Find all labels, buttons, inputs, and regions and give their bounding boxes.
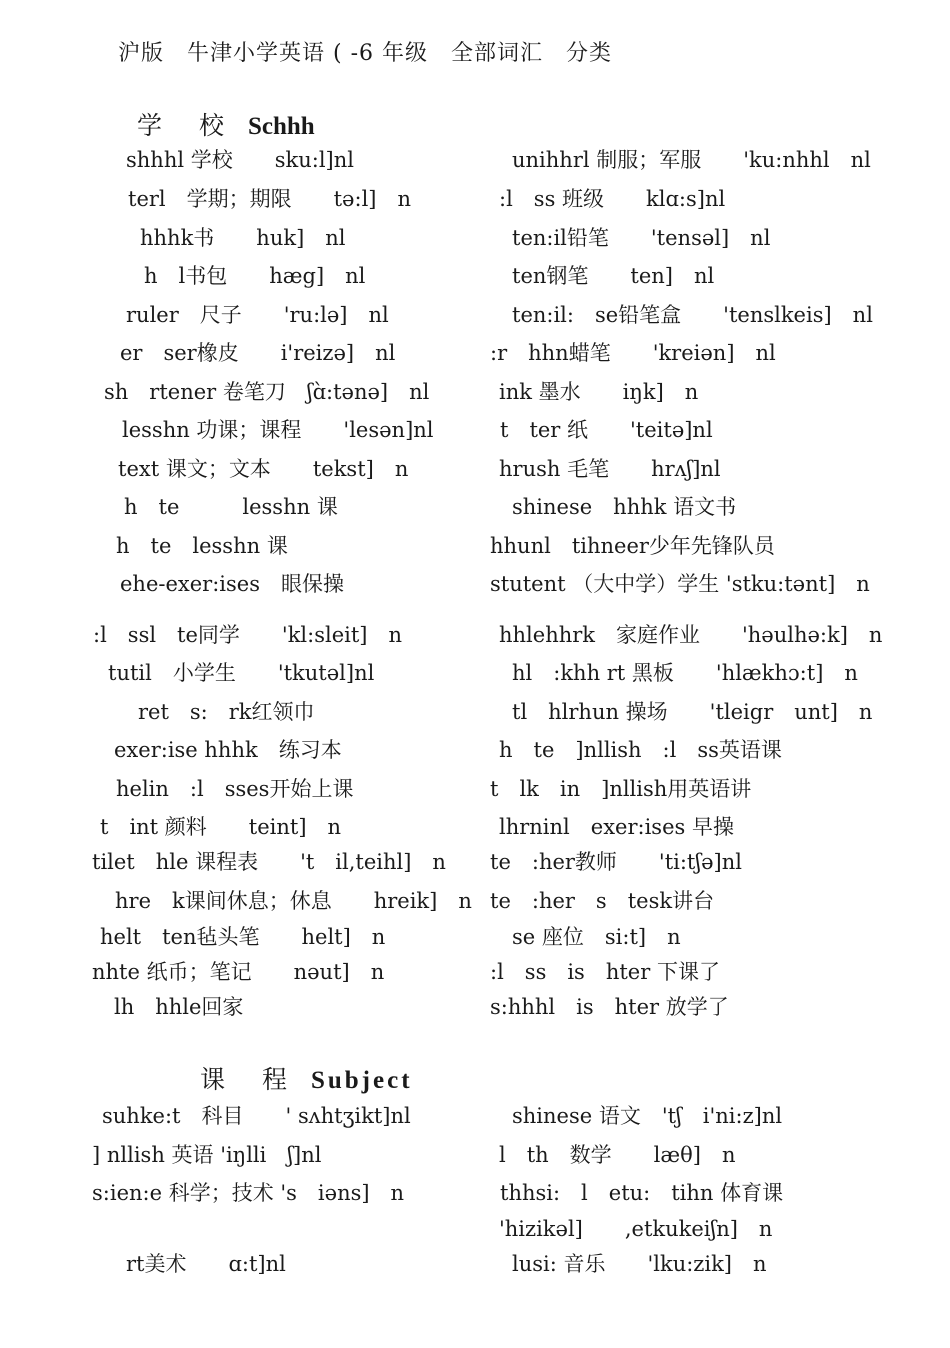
vocab-entry: ret s: rk红领巾: [138, 700, 315, 724]
vocab-entry: stutent （大中学）学生 'stku:tənt] n: [490, 572, 870, 596]
vocab-entry: t ter 纸 'teitə]nl: [500, 418, 713, 442]
vocab-entry: exer:ise hhhk 练习本: [114, 738, 342, 762]
vocab-entry: ten:il铅笔 'tensəl] nl: [512, 226, 771, 250]
vocab-entry: tutil 小学生 'tkutəl]nl: [108, 661, 375, 685]
vocab-entry: s:ien:e 科学；技术 's iəns] n: [92, 1181, 405, 1205]
vocab-entry: text 课文；文本 tekst] n: [118, 457, 409, 481]
vocab-entry: ink 墨水 iŋk] n: [499, 380, 699, 404]
section-heading-en: Subject: [310, 1067, 413, 1094]
section-heading-en: Schhh: [247, 113, 315, 140]
vocab-entry: h te ]nllish :l ss英语课: [499, 738, 782, 762]
vocab-entry: nhte 纸币；笔记 nəut] n: [92, 960, 385, 984]
vocab-entry: ten:il: se铅笔盒 'tenslkeis] nl: [512, 303, 873, 327]
vocab-entry: rt美术 ɑ:t]nl: [126, 1252, 286, 1276]
vocab-entry: shhhl 学校 sku:l]nl: [126, 148, 354, 172]
vocab-entry: shinese hhhk 语文书: [512, 495, 737, 519]
vocab-entry: ] nllish 英语 'iŋlli ʃ]nl: [92, 1143, 322, 1167]
vocab-entry: suhke:t 科目 ' sʌhtʒikt]nl: [102, 1104, 411, 1128]
vocab-entry: tilet hle 课程表 't il,teihl] n: [92, 850, 446, 874]
vocab-entry: t lk in ]nllish用英语讲: [490, 777, 752, 801]
vocab-entry: shinese 语文 'tʃ i'ni:z]nl: [512, 1104, 783, 1128]
vocab-entry: :l ss 班级 klɑ:s]nl: [499, 187, 726, 211]
vocab-entry: hhunl tihneer少年先锋队员: [490, 534, 775, 558]
vocab-entry: terl 学期；期限 tə:l] n: [128, 187, 411, 211]
vocab-entry: :l ssl te同学 'kl:sleit] n: [93, 623, 403, 647]
vocab-entry: h l书包 hæg] nl: [144, 264, 366, 288]
vocab-entry: lhrninl exer:ises 早操: [499, 815, 734, 839]
section-heading-school: [137, 106, 315, 142]
vocab-entry: 'hizikəl] ,etkukeiʃn] n: [499, 1217, 773, 1241]
vocab-entry: tl hlrhun 操场 'tleigr unt] n: [512, 700, 873, 724]
vocab-entry: h te lesshn 课: [116, 534, 288, 558]
vocab-entry: ehe-exer:ises 眼保操: [120, 572, 344, 596]
vocab-entry: l th 数学 læθ] n: [499, 1143, 736, 1167]
vocab-entry: h te lesshn 课: [124, 495, 338, 519]
vocab-entry: helt ten毡头笔 helt] n: [100, 925, 386, 949]
vocab-entry: hl :khh rt 黑板 'hlækhɔ:t] n: [512, 661, 858, 685]
vocab-entry: lusi: 音乐 'lku:zik] n: [512, 1252, 767, 1276]
document-title: 沪版 牛津小学英语 ( -6 年级 全部词汇 分类: [118, 41, 612, 66]
vocab-entry: hhhk书 huk] nl: [140, 226, 346, 250]
vocab-entry: :r hhn蜡笔 'kreiən] nl: [490, 341, 776, 365]
vocab-entry: lesshn 功课；课程 'lesən]nl: [122, 418, 434, 442]
vocab-entry: hhlehhrk 家庭作业 'həulhə:k] n: [499, 623, 883, 647]
vocab-entry: thhsi: l etu: tihn 体育课: [500, 1181, 784, 1205]
vocab-entry: hrush 毛笔 hrʌʃ]nl: [499, 457, 721, 481]
vocab-entry: ten钢笔 ten] nl: [512, 264, 715, 288]
vocab-entry: er ser橡皮 i'reizə] nl: [120, 341, 396, 365]
vocab-entry: t int 颜料 teint] n: [100, 815, 342, 839]
vocab-entry: unihhrl 制服；军服 'ku:nhhl nl: [512, 148, 871, 172]
vocab-entry: ruler 尺子 'ru:lə] nl: [126, 303, 389, 327]
vocab-entry: helin :l sses开始上课: [116, 777, 354, 801]
vocab-entry: te :her教师 'ti:tʃə]nl: [490, 850, 742, 874]
section-heading-cn: 课 程: [200, 1065, 294, 1094]
vocab-entry: sh rtener 卷笔刀 ʃɑ̀:tənə] nl: [104, 380, 430, 404]
vocab-entry: :l ss is hter 下课了: [490, 960, 720, 984]
vocab-entry: s:hhhl is hter 放学了: [490, 995, 729, 1019]
vocab-entry: hre k课间休息；休息 hreik] n: [115, 889, 472, 913]
vocab-entry: lh hhle回家: [114, 995, 244, 1019]
vocab-entry: te :her s tesk讲台: [490, 889, 715, 913]
vocab-entry: se 座位 si:t] n: [512, 925, 681, 949]
section-heading-subject: [200, 1060, 413, 1096]
section-heading-cn: 学 校: [137, 111, 231, 140]
